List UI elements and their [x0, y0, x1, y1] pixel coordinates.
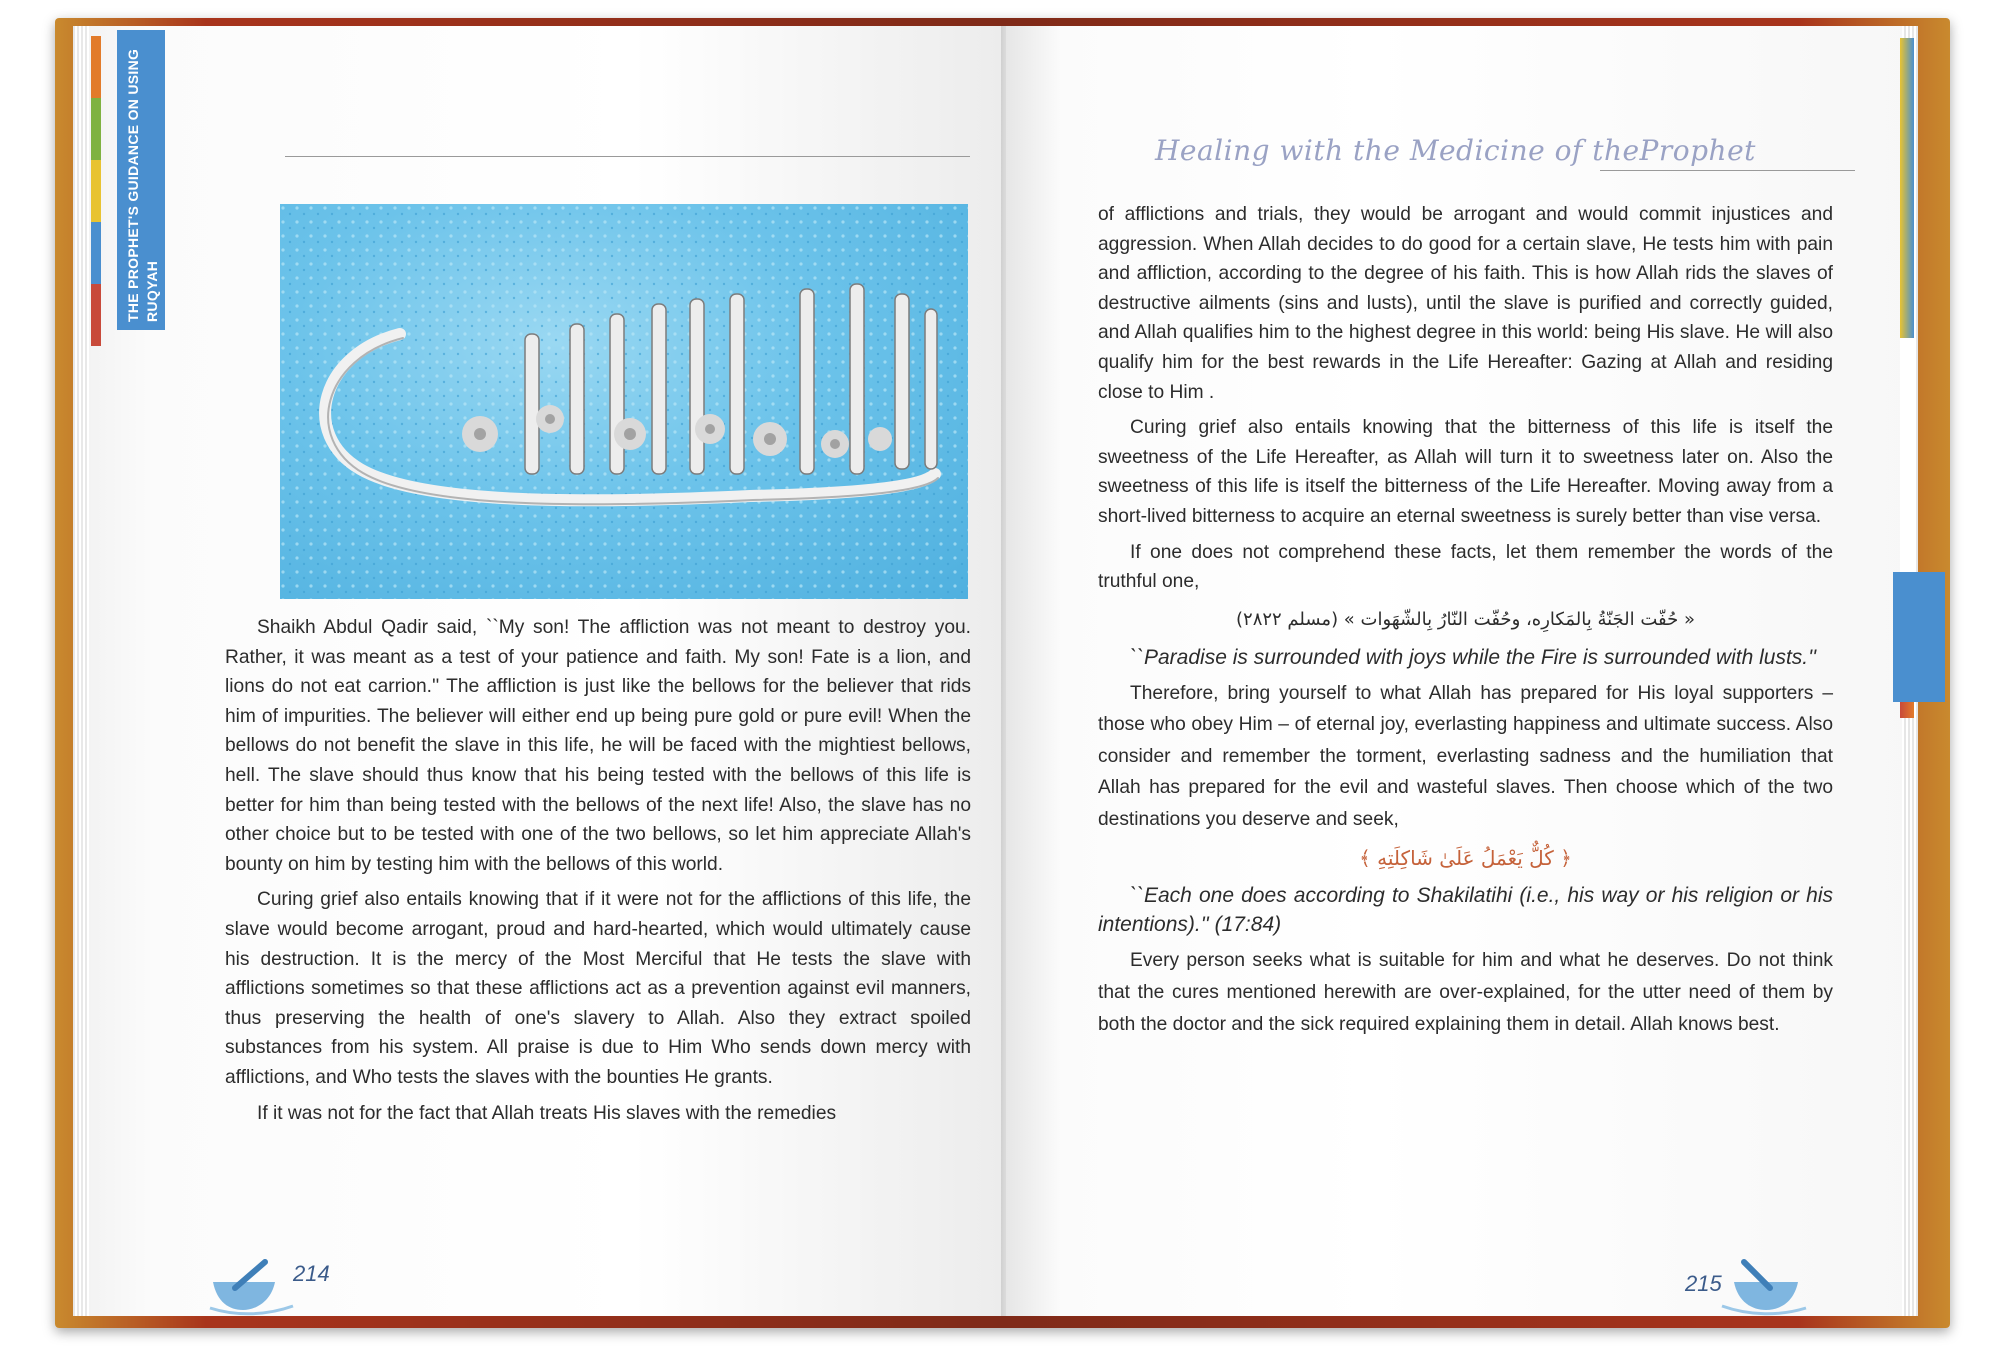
right-paragraph: Every person seeks what is suitable for him and what he deserves. Do not think that the cures mentioned herewith are over-explained, for the utter need of them by both the doctor and the sick required explaining them in detail. Allah knows best. — [1098, 950, 1833, 1036]
ayah-arabic: ﴿ كُلٌّ يَعْمَلُ عَلَىٰ شَاكِلَتِهِ ﴾ — [1359, 846, 1572, 871]
left-paragraph: Shaikh Abdul Qadir said, ``My son! The affliction was not meant to destroy you. Rather, it was meant as a test of your patience and faith. My son! Fate is a lion, and lions do not eat carrion.'' The affliction is just like the bellows for the believer that rids him of impurities. The believer will either end up being pure gold or pure evil! When the bellows do not benefit the slave in this life, he will be faced with the mightiest bellows, hell. The slave should thus know that his being tested with the bellows of this life is better for him than being tested with the bellows of the next life! Also, the slave has no other choice but to be tested with one of the two bellows, so let him appreciate Allah's bounty on him by testing him with the bellows of this world. — [225, 617, 971, 875]
left-header-rule — [285, 156, 970, 157]
mortar-pestle-icon-left — [205, 1258, 295, 1316]
right-page-body — [1098, 200, 1833, 1047]
hadith-translation: ``Paradise is surrounded with joys while the Fire is surrounded with lusts.'' — [1130, 645, 1817, 669]
calligraphy-art — [280, 204, 968, 599]
section-side-tab-label: THE PROPHET'S GUIDANCE ON USING RUQYAH — [125, 48, 160, 322]
left-paragraph: Curing grief also entails knowing that if it were not for the afflictions of this life, the slave would become arrogant, proud and hard-hearted, which would ultimately cause his destruction. It is the mercy of the Most Merciful that He tests the slave with afflictions sometimes so that these afflictions act as a prevention against evil manners, thus preserving the health of one's slavery to Allah. Also they extract spoiled substances from his system. All praise is due to Him Who sends down mercy with afflictions, and Who tests the slaves with the bounties He grants. — [225, 889, 971, 1088]
right-paragraph: If one does not comprehend these facts, let them remember the words of the truthful one, — [1098, 541, 1833, 593]
left-page-number: 214 — [293, 1261, 330, 1286]
hadith-arabic: « حُفّت الجَنّةُ بِالمَكارِه، وحُفّت النّارُ بِالشّهَوات » (مسلم ٢٨٢٢) — [1236, 608, 1695, 630]
right-header-rule — [1600, 170, 1855, 171]
right-paragraph: Curing grief also entails knowing that the bitterness of this life is itself the sweetness of the Life Hereafter, as Allah will turn it to sweetness later on. Also the sweetness of this life is itself the bitterness of the Life Hereafter. Moving away from a short-lived bitterness to acquire an eternal sweetness is surely better than vise versa. — [1098, 417, 1833, 527]
ayah-translation: ``Each one does according to Shakilatihi (i.e., his way or his religion or his intentions).'' (17:84) — [1098, 884, 1833, 937]
left-color-tabs — [91, 36, 101, 346]
left-page-edges — [73, 26, 89, 1316]
section-side-tab — [117, 30, 165, 330]
left-paragraph: If it was not for the fact that Allah treats His slaves with the remedies — [257, 1102, 837, 1124]
right-page-number: 215 — [1685, 1271, 1722, 1296]
running-head: Healing with the Medicine of theProphet — [1155, 134, 1756, 167]
mortar-pestle-icon-right — [1720, 1258, 1810, 1316]
calligraphy-image — [280, 204, 968, 599]
right-paragraph: Therefore, bring yourself to what Allah has prepared for His loyal supporters – those who obey Him – of eternal joy, everlasting happiness and ultimate success. Also consider and remember the torment, everlasting sadness and the humiliation that Allah has prepared for the evil and wasteful slaves. Then choose which of the two destinations you deserve and seek, — [1098, 682, 1833, 830]
open-book — [55, 18, 1950, 1328]
left-page-body — [225, 613, 971, 1134]
right-section-tab — [1893, 572, 1945, 702]
right-paragraph: of afflictions and trials, they would be arrogant and would commit injustices and aggression. When Allah decides to do good for a certain slave, He tests him with pain and affliction, according to the degree of his faith. This is how Allah rids the slaves of destructive ailments (sins and lusts), until the slave is purified and correctly guided, and Allah qualifies him to the highest degree in this world: being His slave. He will also qualify him for the best rewards in the Life Hereafter: Gazing at Allah and residing close to Him . — [1098, 204, 1833, 403]
